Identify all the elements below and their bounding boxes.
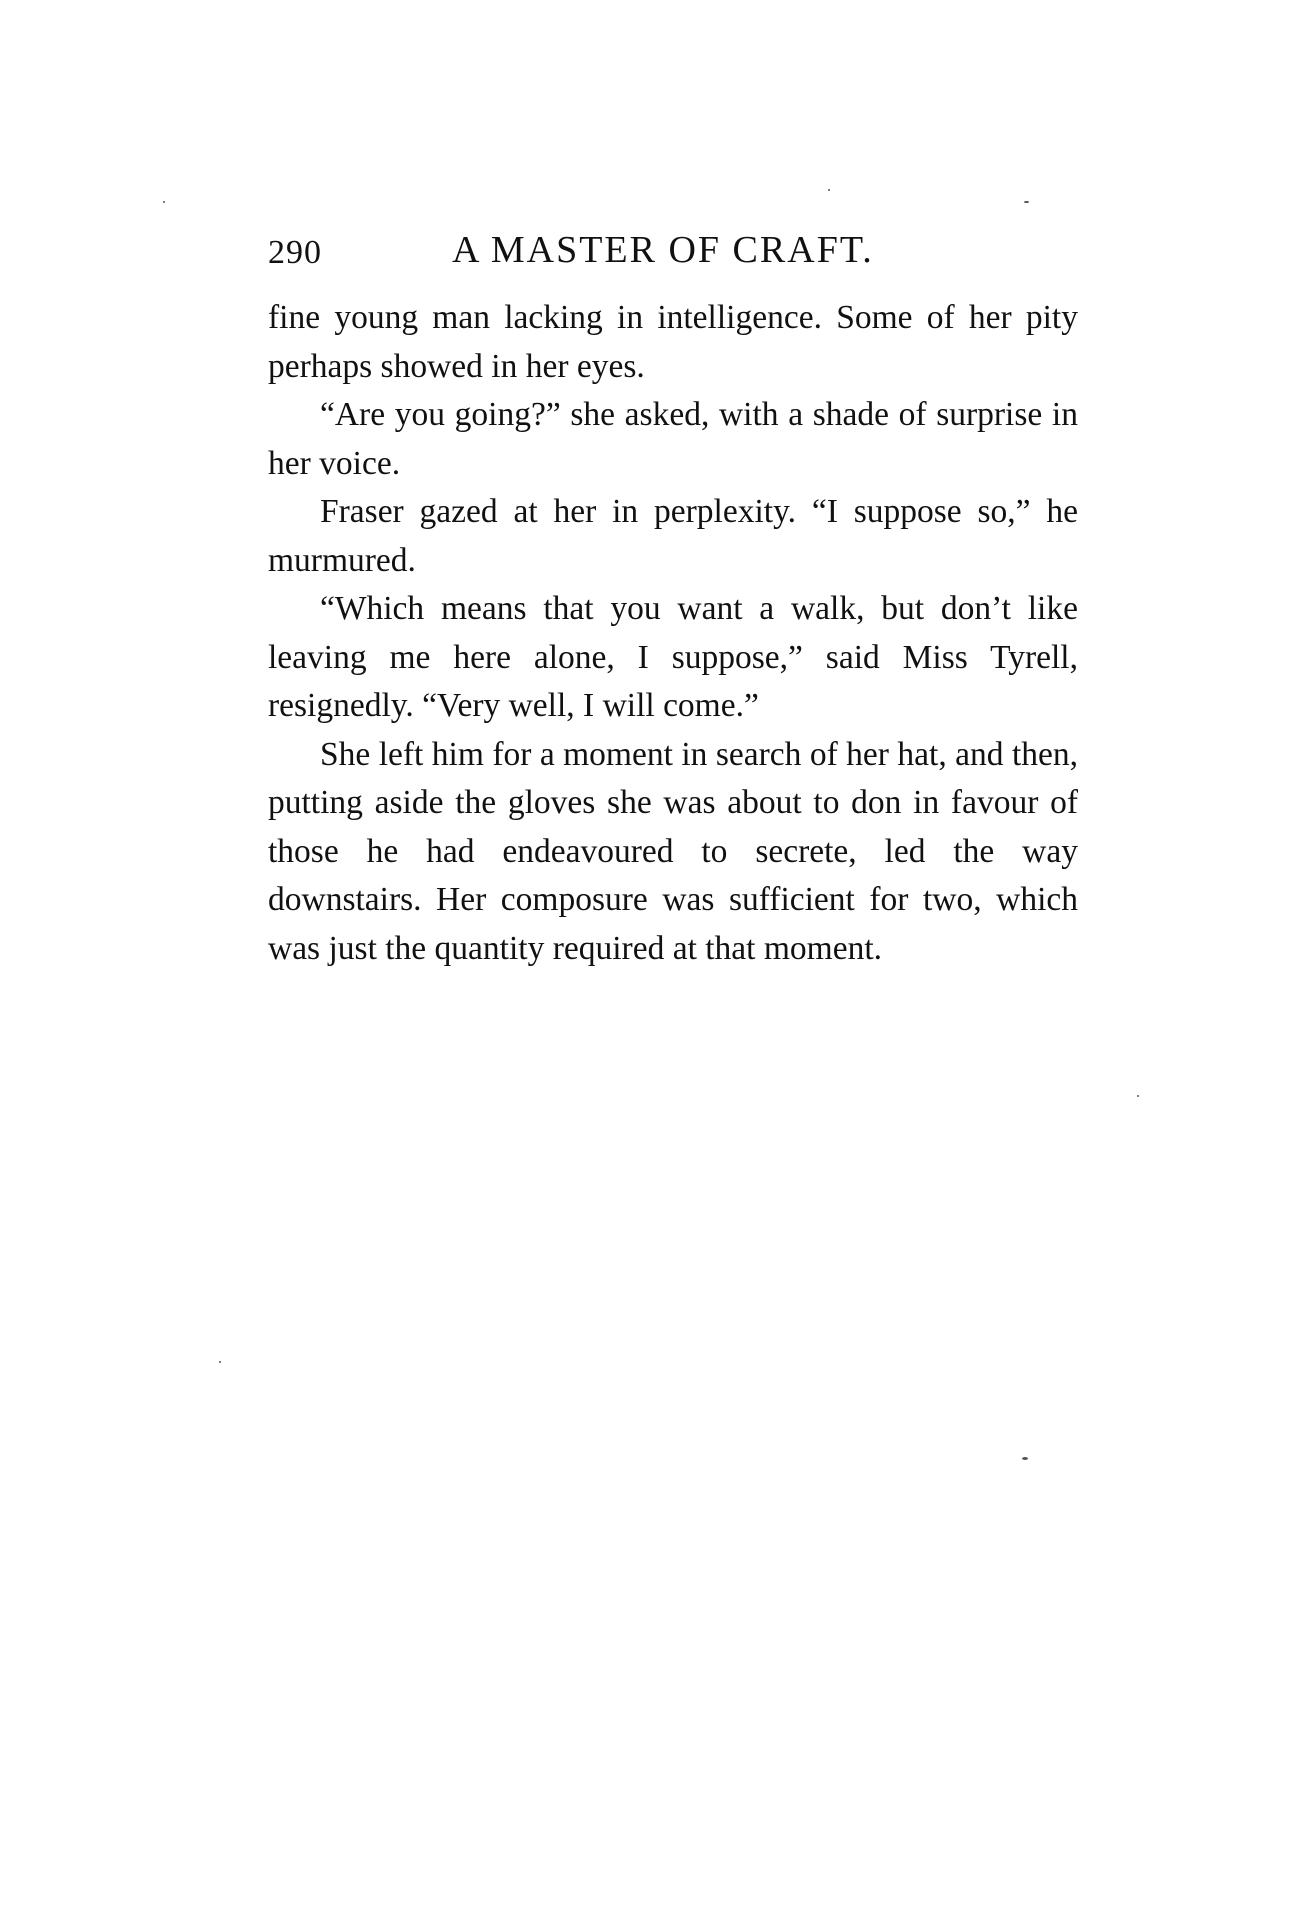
- scan-speck: [163, 201, 165, 203]
- running-head: [268, 228, 1078, 288]
- scan-speck: [1137, 1095, 1139, 1097]
- body-text: [268, 294, 1078, 973]
- paragraph: “Which means that you want a walk, but don’t like leaving me here alone, I suppose,” said Miss Tyrell, resignedly. “Very well, I will come.”: [268, 590, 1078, 724]
- paragraph: fine young man lacking in intelligence. Some of her pity perhaps showed in her eyes.: [268, 299, 1078, 385]
- paragraph: Fraser gazed at her in perplexity. “I suppose so,” he murmured.: [268, 493, 1078, 579]
- paragraph: “Are you going?” she asked, with a shade of surprise in her voice.: [268, 396, 1078, 482]
- scan-speck: [1024, 201, 1029, 203]
- running-title: A MASTER OF CRAFT.: [452, 229, 874, 271]
- page-number: 290: [268, 234, 322, 271]
- scan-speck: [1022, 1457, 1028, 1460]
- paragraph: She left him for a moment in search of her hat, and then, putting aside the gloves she was about to don in favour of those he had endeavoured to secrete, led the way downstairs. Her composure was sufficient for two, which was just the quantity required at that moment.: [268, 735, 1078, 967]
- scan-speck: [219, 1361, 221, 1363]
- scan-speck: [828, 189, 830, 191]
